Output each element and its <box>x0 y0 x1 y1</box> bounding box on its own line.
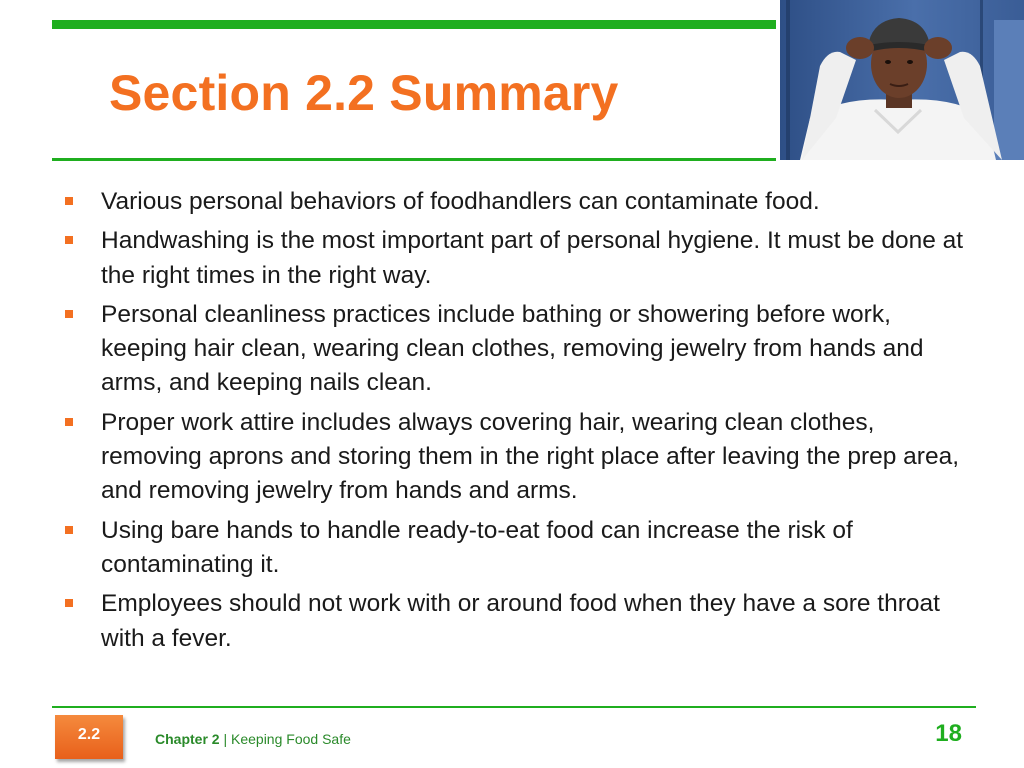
orange-square-bullet-icon <box>65 526 73 534</box>
bullet-text: Various personal behaviors of foodhandlers can contaminate food. <box>101 188 820 215</box>
summary-bullet-list <box>64 185 969 661</box>
section-badge: 2.2 <box>55 715 123 759</box>
bullet-text: Personal cleanliness practices include bathing or showering before work, keeping hair clean, wearing clean clothes, removing jewelry from hands and arms, and keeping nails clean. <box>101 300 924 397</box>
bullet-text: Handwashing is the most important part of personal hygiene. It must be done at the right times in the right way. <box>101 227 964 289</box>
list-item <box>64 406 969 509</box>
bullet-text: Employees should not work with or around food when they have a sore throat with a fever. <box>101 590 940 652</box>
list-item <box>64 514 969 583</box>
list-item <box>64 298 969 401</box>
bullet-text: Using bare hands to handle ready-to-eat food can increase the risk of contaminating it. <box>101 516 853 578</box>
footer-green-rule <box>52 706 976 708</box>
list-item <box>64 224 969 293</box>
orange-square-bullet-icon <box>65 310 73 318</box>
footer-chapter-info <box>155 731 351 747</box>
page-number: 18 <box>935 720 962 747</box>
bullet-text: Proper work attire includes always covering hair, wearing clean clothes, removing aprons and storing them in the right place after leaving the prep area, and removing jewelry from hands and arms. <box>101 408 960 505</box>
foodhandler-photo <box>780 0 1024 160</box>
title-underline-rule <box>52 158 776 161</box>
orange-square-bullet-icon <box>65 599 73 607</box>
orange-square-bullet-icon <box>65 418 73 426</box>
slide-title: Section 2.2 Summary <box>109 65 619 121</box>
orange-square-bullet-icon <box>65 236 73 244</box>
chapter-title: Keeping Food Safe <box>231 731 351 747</box>
list-item <box>64 185 969 219</box>
chapter-label: Chapter 2 <box>155 731 220 747</box>
top-green-rule <box>52 20 776 29</box>
orange-square-bullet-icon <box>65 197 73 205</box>
footer-separator: | <box>223 731 228 747</box>
list-item <box>64 587 969 656</box>
